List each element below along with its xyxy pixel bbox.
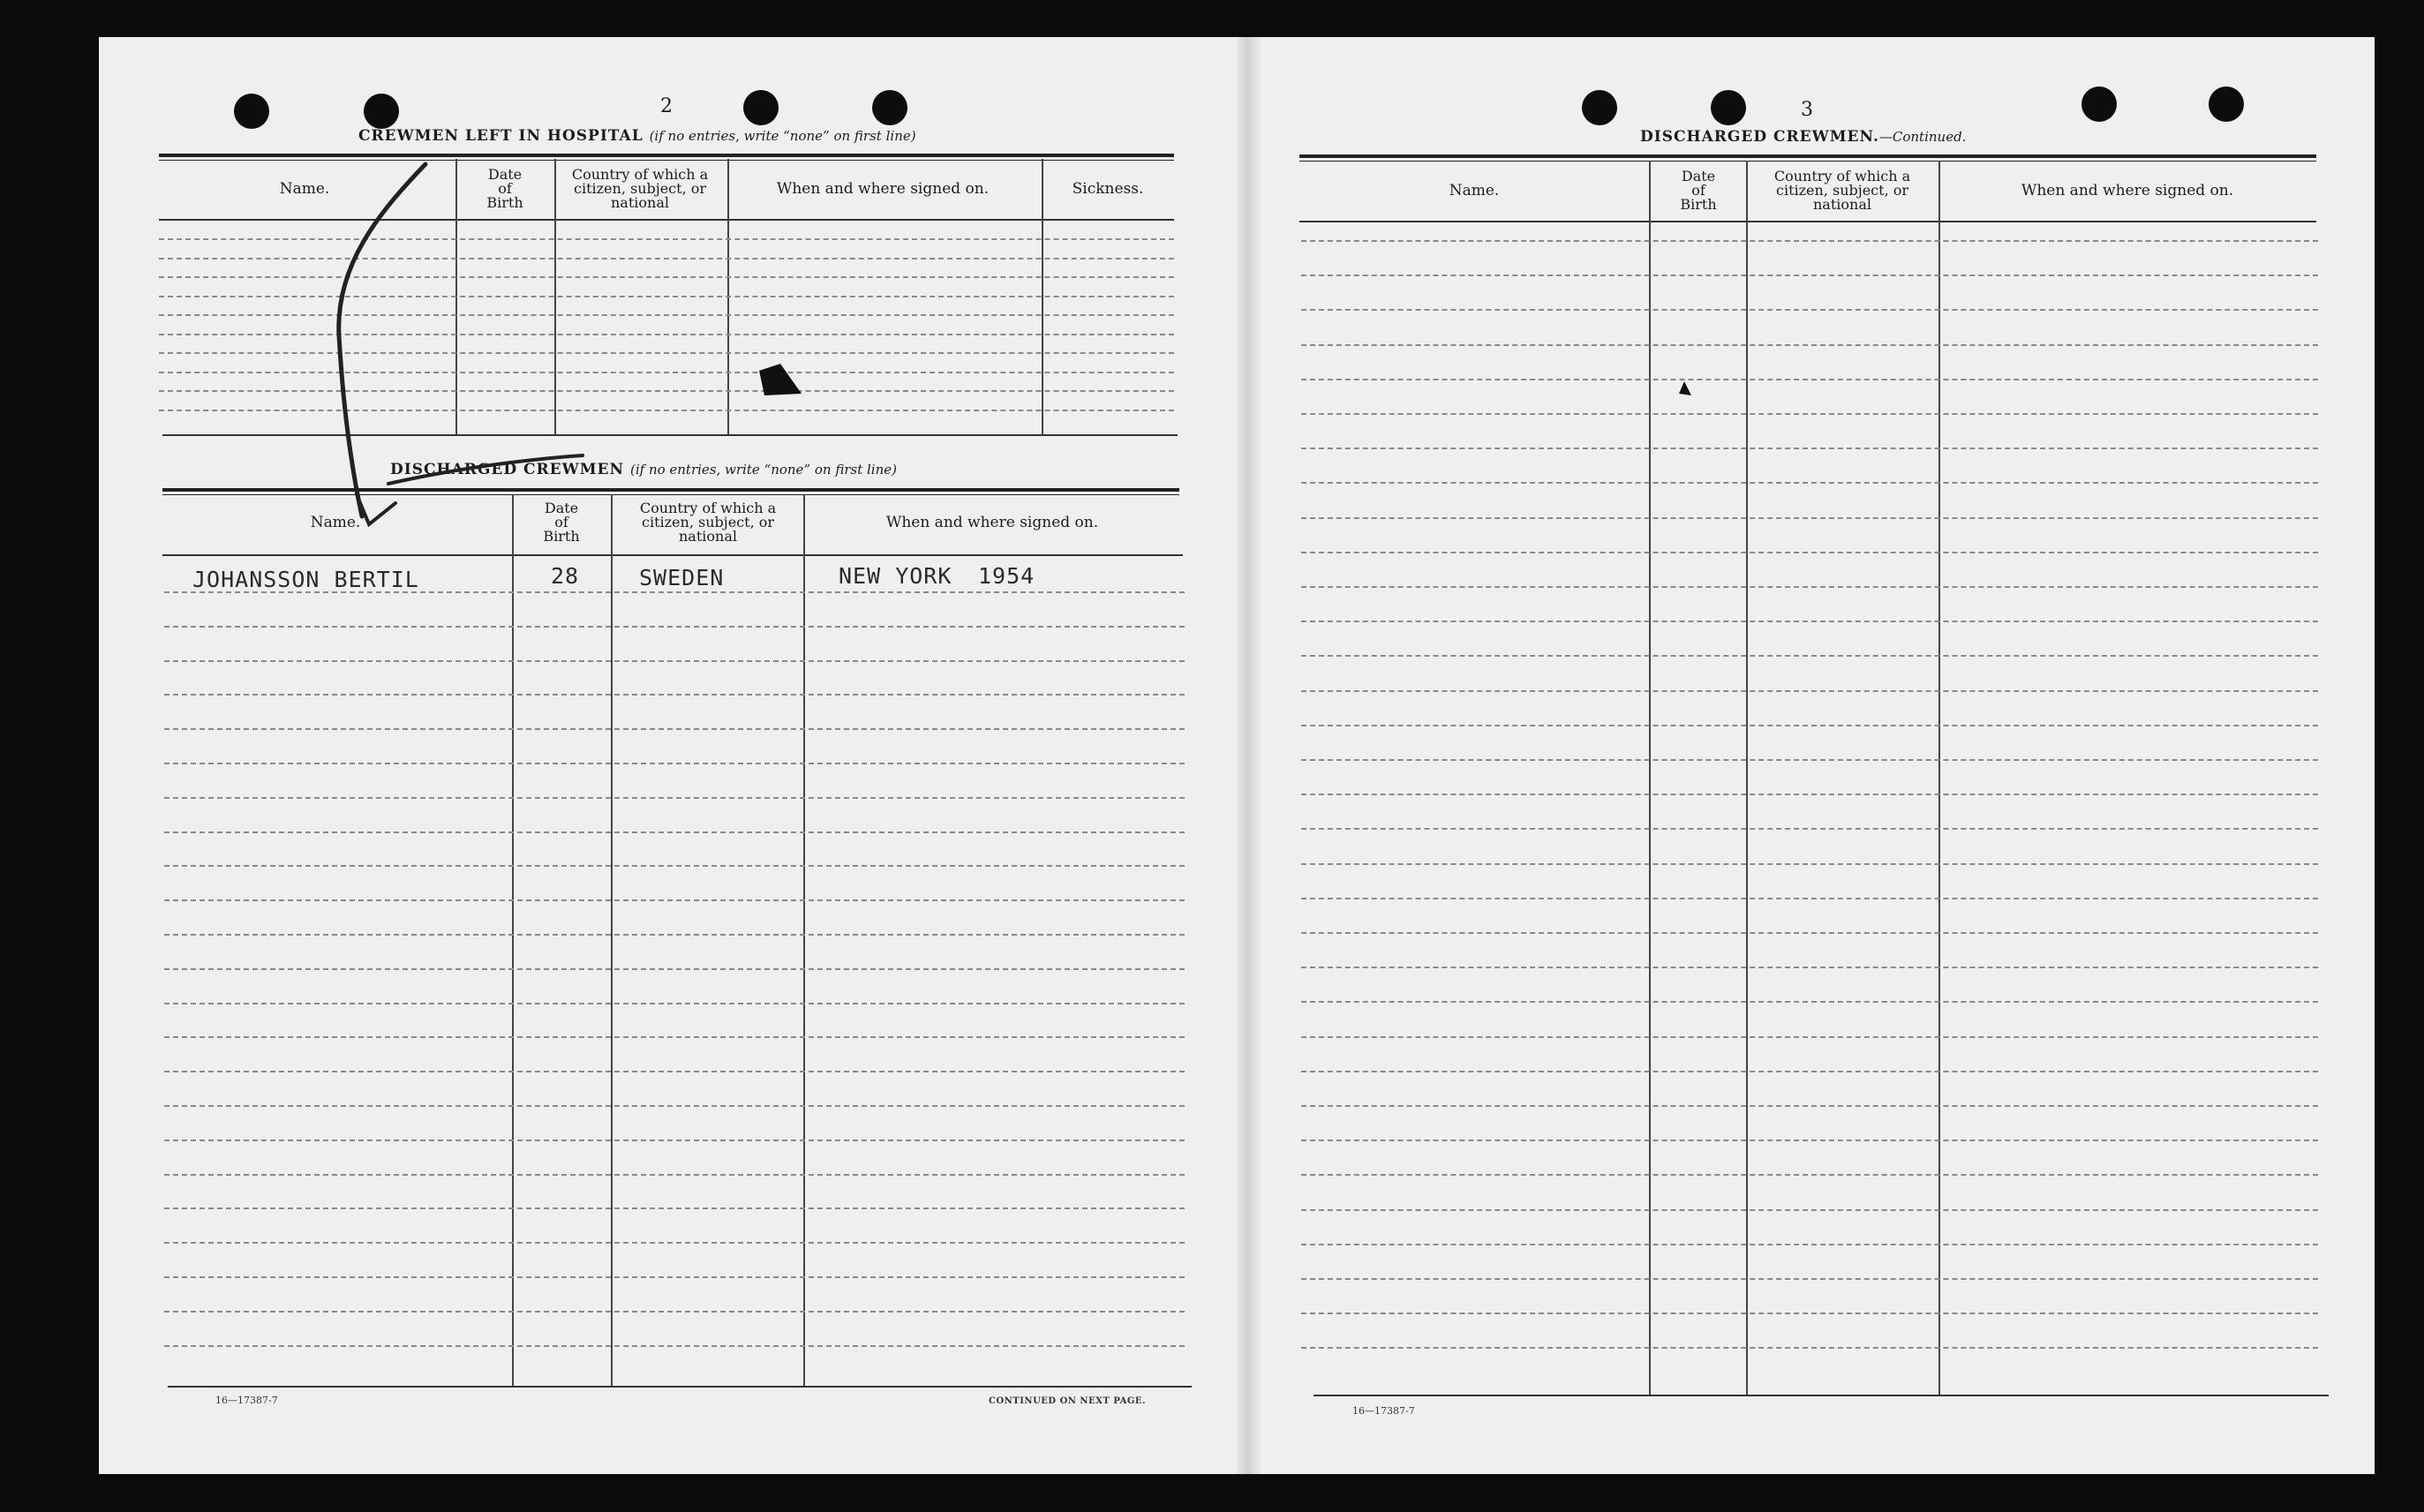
col-header-dob: Date of Birth: [543, 500, 580, 545]
crew-name: JOHANSSON BERTIL: [192, 567, 419, 592]
col-header-dob: Date of Birth: [1680, 168, 1717, 213]
col-header-country: Country of which a citizen, subject, or national: [571, 166, 709, 211]
form-number: 16—17387-7: [1352, 1405, 1415, 1417]
col-header-name: Name.: [1449, 182, 1500, 199]
hospital-section-title: CREWMEN LEFT IN HOSPITAL (if no entries, write “none” on first line): [358, 127, 916, 145]
col-header-sickness: Sickness.: [1072, 180, 1144, 198]
col-header-country: Country of which a citizen, subject, or national: [639, 500, 777, 545]
crew-signed-year: 1954: [978, 563, 1035, 589]
continued-note: CONTINUED ON NEXT PAGE.: [989, 1396, 1147, 1406]
crew-signed-place: NEW YORK: [839, 563, 952, 589]
col-header-signed: When and where signed on.: [2021, 182, 2234, 199]
page-number: 3: [1801, 99, 1813, 121]
col-header-signed: When and where signed on.: [776, 180, 990, 198]
col-header-name: Name.: [279, 180, 330, 198]
form-number: 16—17387-7: [215, 1395, 278, 1406]
discharged-continued-title: DISCHARGED CREWMEN.—Continued.: [1640, 128, 1967, 146]
crew-country: SWEDEN: [639, 565, 725, 591]
col-header-signed: When and where signed on.: [885, 514, 1099, 531]
col-header-country: Country of which a citizen, subject, or national: [1773, 168, 1911, 213]
col-header-dob: Date of Birth: [486, 166, 523, 211]
page-number: 2: [660, 95, 673, 117]
discharged-section-title: DISCHARGED CREWMEN (if no entries, write “none” on first line): [390, 461, 897, 478]
crew-dob: 28: [551, 563, 580, 589]
col-header-name: Name.: [310, 514, 361, 531]
